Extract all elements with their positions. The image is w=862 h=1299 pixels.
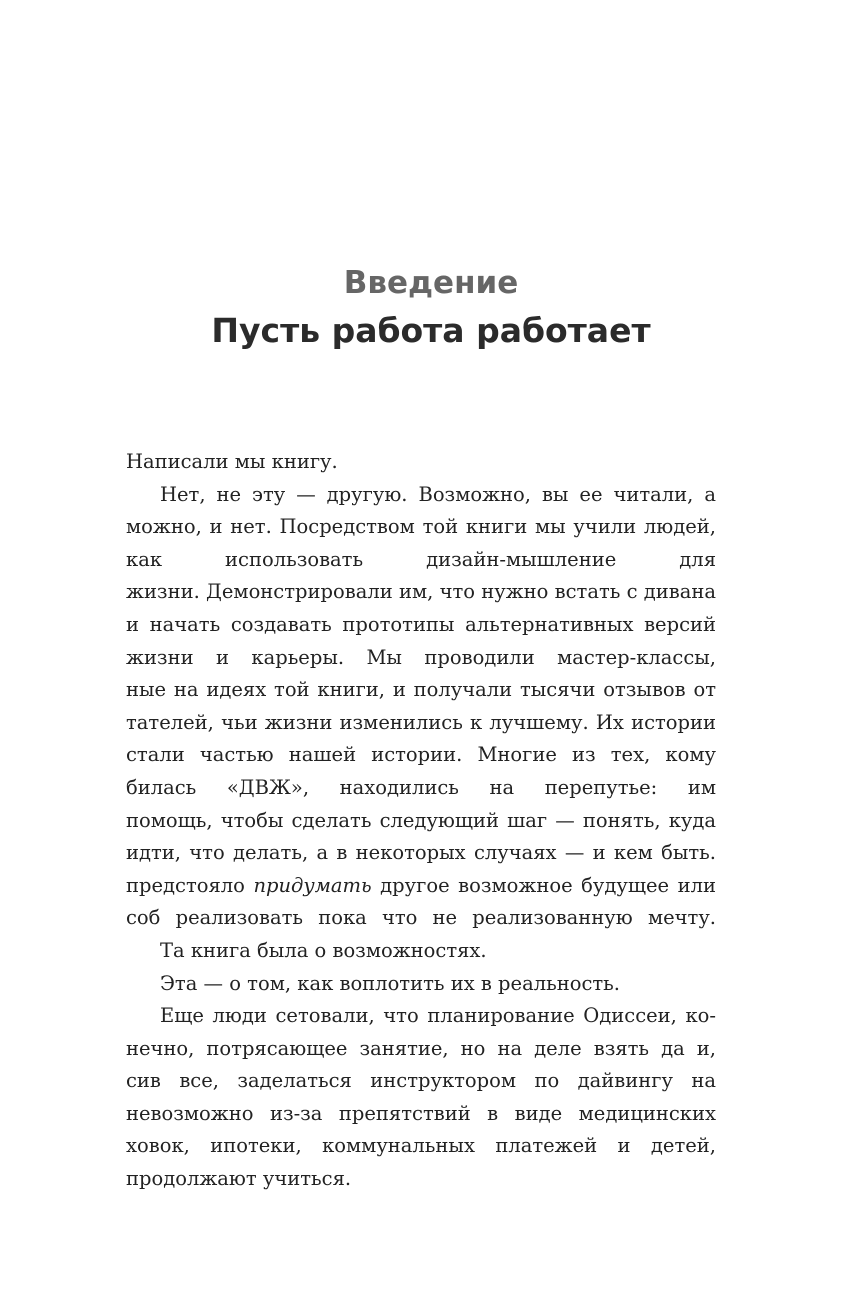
text-line: ные на идеях той книги, и получали тысячи отзывов от bbox=[126, 678, 716, 702]
text-run: другое возможное будущее или bbox=[380, 873, 716, 897]
text-line: Еще люди сетовали, что планирование Одиссеи, ко- bbox=[160, 1004, 716, 1028]
text-line: Эта — о том, как воплотить их в реальность. bbox=[160, 971, 620, 995]
chapter-label: Введение bbox=[343, 265, 519, 301]
chapter-title: Пусть работа работает bbox=[211, 311, 651, 350]
text-line: невозможно из-за препятствий в виде медицинских bbox=[126, 1101, 716, 1125]
text-line: Нет, не эту — другую. Возможно, вы ее читали, а bbox=[160, 482, 716, 506]
text-line: и начать создавать прототипы альтернативных версий bbox=[126, 612, 716, 636]
text-line bbox=[126, 870, 716, 903]
text-line: ховок, ипотеки, коммунальных платежей и детей, bbox=[126, 1134, 716, 1158]
text-line: Написали мы книгу. bbox=[126, 450, 338, 473]
text-line: идти, что делать, а в некоторых случаях — и кем быть. bbox=[126, 841, 716, 865]
text-line: жизни и карьеры. Мы проводили мастер-классы, bbox=[126, 645, 716, 669]
text-line: можно, и нет. Посредством той книги мы учили людей, bbox=[126, 515, 716, 539]
emphasis-text: придумать bbox=[253, 873, 372, 897]
text-line: сив все, заделаться инструктором по дайвингу на bbox=[126, 1069, 716, 1093]
body-text bbox=[126, 446, 716, 1196]
text-run: предстояло bbox=[126, 873, 254, 897]
text-line: соб реализовать пока что не реализованную мечту. bbox=[126, 906, 716, 930]
text-line: нечно, потрясающее занятие, но на деле взять да и, bbox=[126, 1036, 716, 1060]
text-line: как использовать дизайн-мышление для bbox=[126, 547, 716, 571]
text-line: помощь, чтобы сделать следующий шаг — понять, куда bbox=[126, 808, 716, 832]
text-line: тателей, чьи жизни изменились к лучшему. Их истории bbox=[126, 710, 716, 734]
text-line: продолжают учиться. bbox=[126, 1167, 352, 1191]
text-line: жизни. Демонстрировали им, что нужно встать с дивана bbox=[126, 580, 716, 604]
text-line: билась «ДВЖ», находились на перепутье: им bbox=[126, 775, 716, 799]
text-line: стали частью нашей истории. Многие из тех, кому bbox=[126, 743, 716, 767]
text-line: Та книга была о возможностях. bbox=[160, 938, 487, 962]
